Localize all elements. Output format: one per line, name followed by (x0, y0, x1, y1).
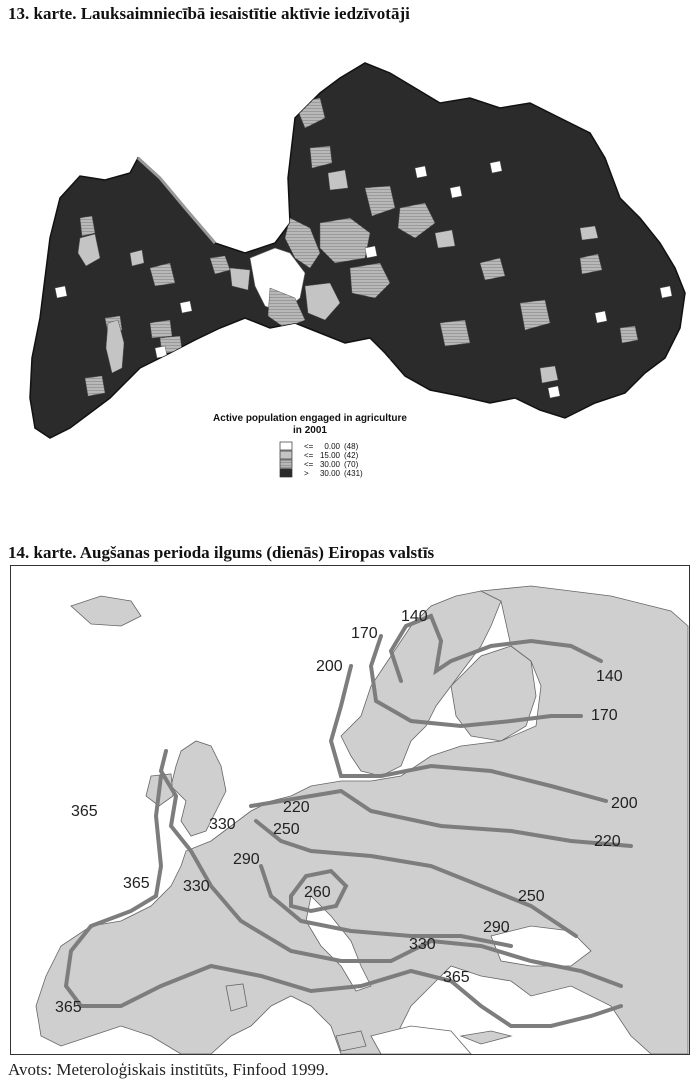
isoline-label: 365 (123, 875, 150, 892)
legend-count-1: (42) (344, 451, 359, 460)
legend-swatch-1 (280, 451, 292, 459)
isoline-label: 200 (316, 658, 343, 675)
isoline-label: 330 (183, 878, 210, 895)
legend-op-3: > (304, 469, 309, 478)
isoline-label: 140 (401, 608, 428, 625)
legend-count-3: (431) (344, 469, 363, 478)
legend-swatch-3 (280, 469, 292, 477)
isoline-label: 220 (594, 833, 621, 850)
legend-op-1: <= (304, 451, 314, 460)
map13-caption: 13. karte. Lauksaimniecībā iesaistītie aktīvie iedzīvotāji (8, 4, 410, 23)
isoline-label: 330 (209, 816, 236, 833)
map14-caption: 14. karte. Augšanas perioda ilgums (dienās) Eiropas valstīs (8, 543, 435, 562)
map13-legend (280, 442, 363, 478)
isoline-label: 365 (55, 999, 82, 1016)
latvia-agriculture-map (20, 58, 690, 478)
isoline-label: 250 (273, 821, 300, 838)
isoline-label: 290 (483, 919, 510, 936)
legend-op-2: <= (304, 460, 314, 469)
legend-count-2: (70) (344, 460, 359, 469)
isoline-label: 170 (351, 625, 378, 642)
map13-legend-title-1: Active population engaged in agriculture (213, 413, 407, 424)
europe-growing-season-map (10, 565, 690, 1055)
legend-swatch-0 (280, 442, 292, 450)
source-note: Avots: Meteroloģiskais institūts, Finfood 1999. (8, 1060, 329, 1079)
legend-value-2: 30.00 (319, 460, 340, 469)
isoline-label: 170 (591, 707, 618, 724)
isoline-label: 290 (233, 851, 260, 868)
isoline-label: 365 (71, 803, 98, 820)
legend-swatch-2 (280, 460, 292, 468)
legend-value-1: 15.00 (319, 451, 340, 460)
legend-value-3: 30.00 (319, 469, 340, 478)
isoline-label: 140 (596, 668, 623, 685)
isoline-label: 260 (304, 884, 331, 901)
map13-legend-title-2: in 2001 (293, 425, 327, 436)
isoline-label: 330 (409, 936, 436, 953)
legend-count-0: (48) (344, 442, 359, 451)
isoline-label: 220 (283, 799, 310, 816)
isoline-label: 250 (518, 888, 545, 905)
legend-value-0: 0.00 (324, 442, 340, 451)
legend-op-0: <= (304, 442, 314, 451)
isoline-label: 200 (611, 795, 638, 812)
isoline-label: 365 (443, 969, 470, 986)
